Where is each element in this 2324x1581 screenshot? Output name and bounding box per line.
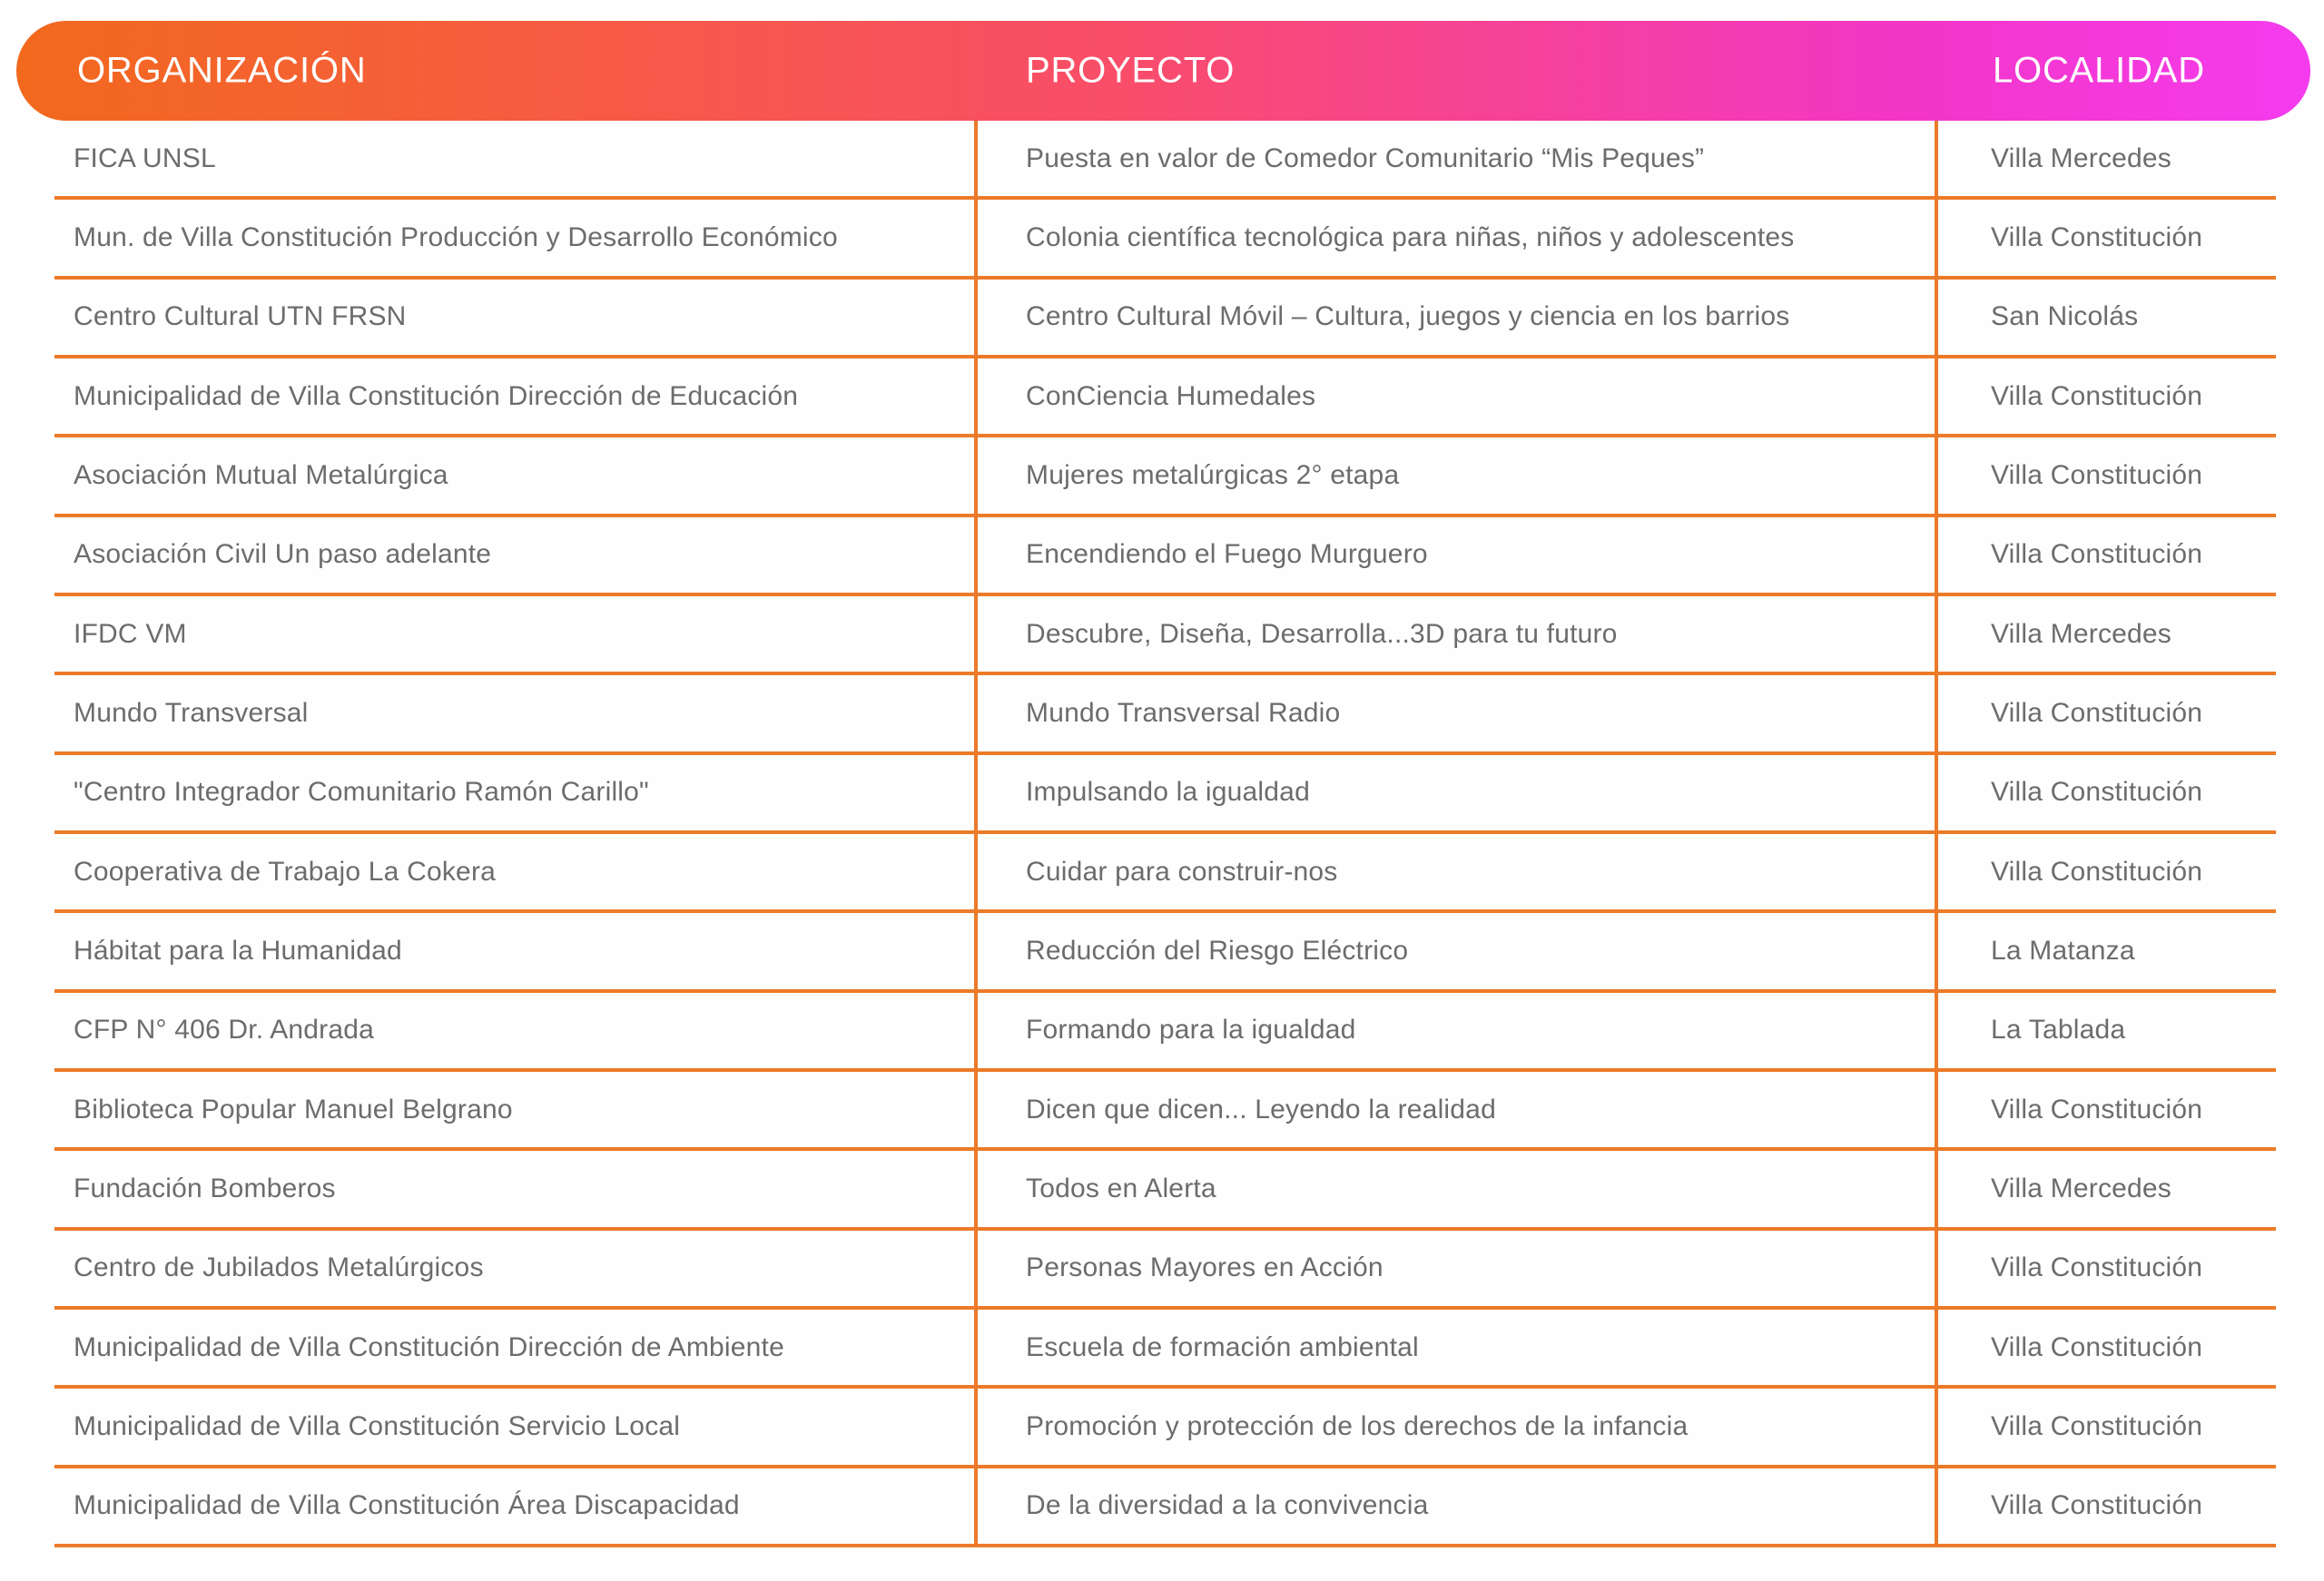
cell-localidad: Villa Constitución [1991, 1490, 2203, 1521]
table-row [54, 121, 2276, 200]
cell-organizacion: Municipalidad de Villa Constitución Dirección de Ambiente [74, 1331, 784, 1362]
cell-proyecto: Reducción del Riesgo Eléctrico [1026, 935, 1409, 966]
cell-organizacion: Asociación Mutual Metalúrgica [74, 459, 448, 490]
cell-proyecto: De la diversidad a la convivencia [1026, 1490, 1429, 1521]
cell-localidad: Villa Constitución [1991, 1094, 2203, 1124]
cell-proyecto: Cuidar para construir-nos [1026, 856, 1338, 887]
table-row [54, 1231, 2276, 1310]
cell-localidad: San Nicolás [1991, 301, 2139, 332]
cell-organizacion: Cooperativa de Trabajo La Cokera [74, 856, 497, 887]
table-row [54, 1310, 2276, 1389]
cell-organizacion: "Centro Integrador Comunitario Ramón Carillo" [74, 777, 649, 808]
cell-localidad: Villa Mercedes [1991, 142, 2172, 173]
cell-organizacion: Biblioteca Popular Manuel Belgrano [74, 1094, 513, 1124]
cell-organizacion: CFP N° 406 Dr. Andrada [74, 1015, 375, 1046]
cell-proyecto: Descubre, Diseña, Desarrolla...3D para tu futuro [1026, 618, 1618, 649]
cell-localidad: Villa Constitución [1991, 539, 2203, 570]
table-row [54, 517, 2276, 596]
cell-proyecto: Dicen que dicen... Leyendo la realidad [1026, 1094, 1496, 1124]
table-row [54, 993, 2276, 1072]
cell-organizacion: Asociación Civil Un paso adelante [74, 539, 492, 570]
cell-proyecto: Colonia científica tecnológica para niñas, niños y adolescentes [1026, 221, 1795, 252]
cell-organizacion: Centro Cultural UTN FRSN [74, 301, 407, 332]
cell-localidad: Villa Constitución [1991, 380, 2203, 411]
cell-organizacion: Municipalidad de Villa Constitución Área Discapacidad [74, 1490, 740, 1521]
cell-localidad: La Tablada [1991, 1015, 2126, 1046]
cell-localidad: Villa Constitución [1991, 1252, 2203, 1283]
table-row [54, 596, 2276, 675]
cell-localidad: Villa Mercedes [1991, 1173, 2172, 1203]
cell-proyecto: Mundo Transversal Radio [1026, 697, 1341, 728]
cell-localidad: Villa Constitución [1991, 1410, 2203, 1441]
cell-localidad: Villa Constitución [1991, 1331, 2203, 1362]
table-row [54, 913, 2276, 992]
table-row [54, 834, 2276, 913]
cell-localidad: La Matanza [1991, 935, 2135, 966]
cell-localidad: Villa Constitución [1991, 697, 2203, 728]
cell-organizacion: Municipalidad de Villa Constitución Dirección de Educación [74, 380, 799, 411]
table-row [54, 280, 2276, 358]
cell-localidad: Villa Constitución [1991, 856, 2203, 887]
table-row [54, 1151, 2276, 1230]
table-row [54, 675, 2276, 754]
cell-organizacion: Mundo Transversal [74, 697, 309, 728]
cell-proyecto: Puesta en valor de Comedor Comunitario “Mis Peques” [1026, 142, 1705, 173]
cell-proyecto: Centro Cultural Móvil – Cultura, juegos y ciencia en los barrios [1026, 301, 1790, 332]
cell-proyecto: Todos en Alerta [1026, 1173, 1216, 1203]
table-row [54, 755, 2276, 834]
table-row [54, 1072, 2276, 1151]
cell-proyecto: Impulsando la igualdad [1026, 777, 1310, 808]
cell-organizacion: FICA UNSL [74, 142, 216, 173]
cell-organizacion: Centro de Jubilados Metalúrgicos [74, 1252, 484, 1283]
cell-organizacion: Mun. de Villa Constitución Producción y Desarrollo Económico [74, 221, 838, 252]
column-header-localidad: LOCALIDAD [1993, 50, 2205, 91]
cell-organizacion: Fundación Bomberos [74, 1173, 336, 1203]
table-row [54, 200, 2276, 279]
table-row [54, 1468, 2276, 1547]
table-row [54, 358, 2276, 437]
cell-proyecto: Personas Mayores en Acción [1026, 1252, 1384, 1283]
table-row [54, 437, 2276, 516]
cell-localidad: Villa Constitución [1991, 221, 2203, 252]
cell-localidad: Villa Mercedes [1991, 618, 2172, 649]
cell-proyecto: Promoción y protección de los derechos de la infancia [1026, 1410, 1689, 1441]
cell-proyecto: Mujeres metalúrgicas 2° etapa [1026, 459, 1400, 490]
column-header-proyecto: PROYECTO [1026, 50, 1236, 91]
table-row [54, 1389, 2276, 1468]
table-body [54, 121, 2276, 1547]
cell-proyecto: ConCiencia Humedales [1026, 380, 1316, 411]
table-header-bar [16, 21, 2310, 121]
cell-organizacion: IFDC VM [74, 618, 187, 649]
cell-organizacion: Municipalidad de Villa Constitución Servicio Local [74, 1410, 681, 1441]
cell-proyecto: Escuela de formación ambiental [1026, 1331, 1419, 1362]
cell-proyecto: Formando para la igualdad [1026, 1015, 1356, 1046]
cell-proyecto: Encendiendo el Fuego Murguero [1026, 539, 1428, 570]
cell-localidad: Villa Constitución [1991, 459, 2203, 490]
cell-localidad: Villa Constitución [1991, 777, 2203, 808]
cell-organizacion: Hábitat para la Humanidad [74, 935, 402, 966]
column-header-organizacion: ORGANIZACIÓN [77, 50, 367, 91]
